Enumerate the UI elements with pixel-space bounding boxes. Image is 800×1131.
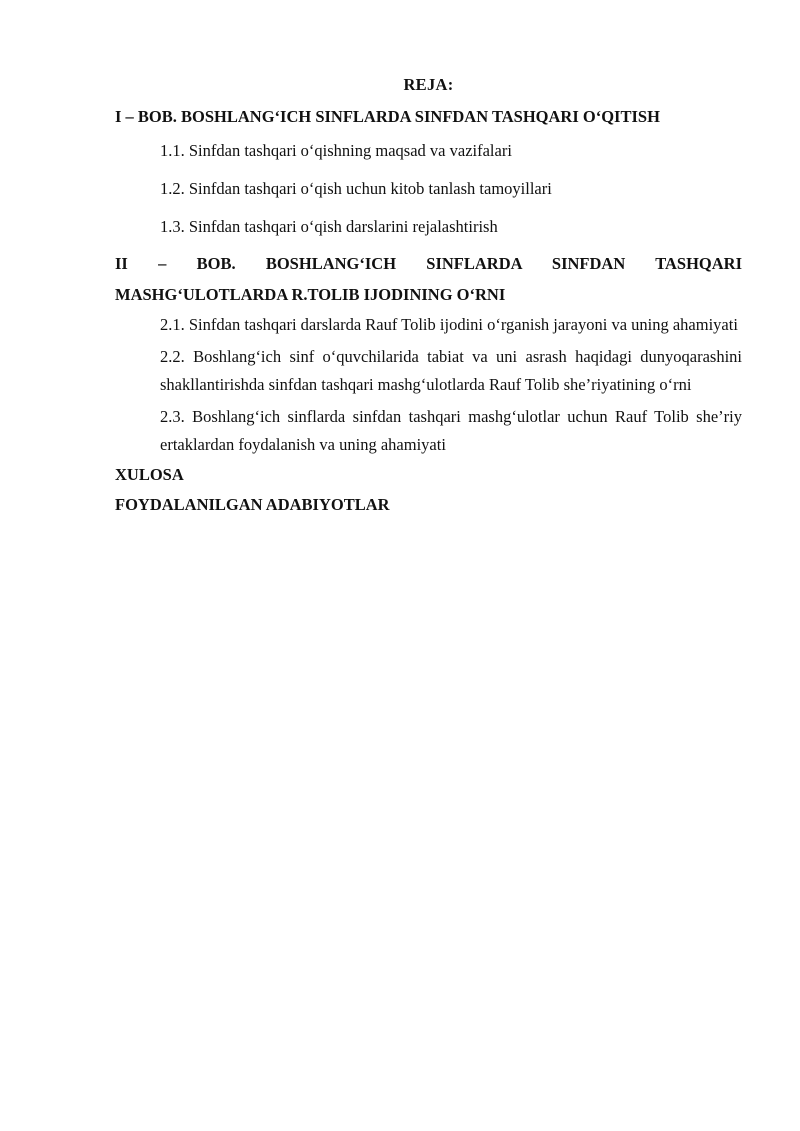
chapter-2-heading-line-2: MASHG‘ULOTLARDA R.TOLIB IJODINING O‘RNI	[115, 285, 506, 304]
document-title: REJA:	[403, 75, 454, 94]
document-page	[115, 72, 742, 519]
toc-item-2-3: 2.3. Boshlang‘ich sinflarda sinfdan tashqari mashg‘ulotlar uchun Rauf Tolib she’riy ertaklardan foydalanish va uning ahamiyati	[160, 407, 742, 454]
chapter-2-heading	[115, 248, 742, 310]
conclusion-heading: XULOSA	[115, 465, 184, 484]
toc-item-1-1: 1.1. Sinfdan tashqari o‘qishning maqsad va vazifalari	[160, 141, 512, 160]
toc-item-2-1: 2.1. Sinfdan tashqari darslarda Rauf Tolib ijodini o‘rganish jarayoni va uning ahamiyati	[160, 315, 738, 334]
toc-item-2-2: 2.2. Boshlang‘ich sinf o‘quvchilarida tabiat va uni asrash haqidagi dunyoqarashini shakllantirishda sinfdan tashqari mashg‘ulotlarda Rauf Tolib she’riyatining o‘rni	[160, 347, 742, 394]
toc-item-1-3: 1.3. Sinfdan tashqari o‘qish darslarini rejalashtirish	[160, 217, 498, 236]
chapter-2-heading-line-1: II – BOB. BOSHLANG‘ICH SINFLARDA SINFDAN TASHQARI	[115, 254, 742, 273]
toc-item-1-2: 1.2. Sinfdan tashqari o‘qish uchun kitob tanlash tamoyillari	[160, 179, 552, 198]
references-heading: FOYDALANILGAN ADABIYOTLAR	[115, 495, 390, 514]
chapter-1-heading: I – BOB. BOSHLANG‘ICH SINFLARDA SINFDAN TASHQARI O‘QITISH	[115, 107, 660, 126]
